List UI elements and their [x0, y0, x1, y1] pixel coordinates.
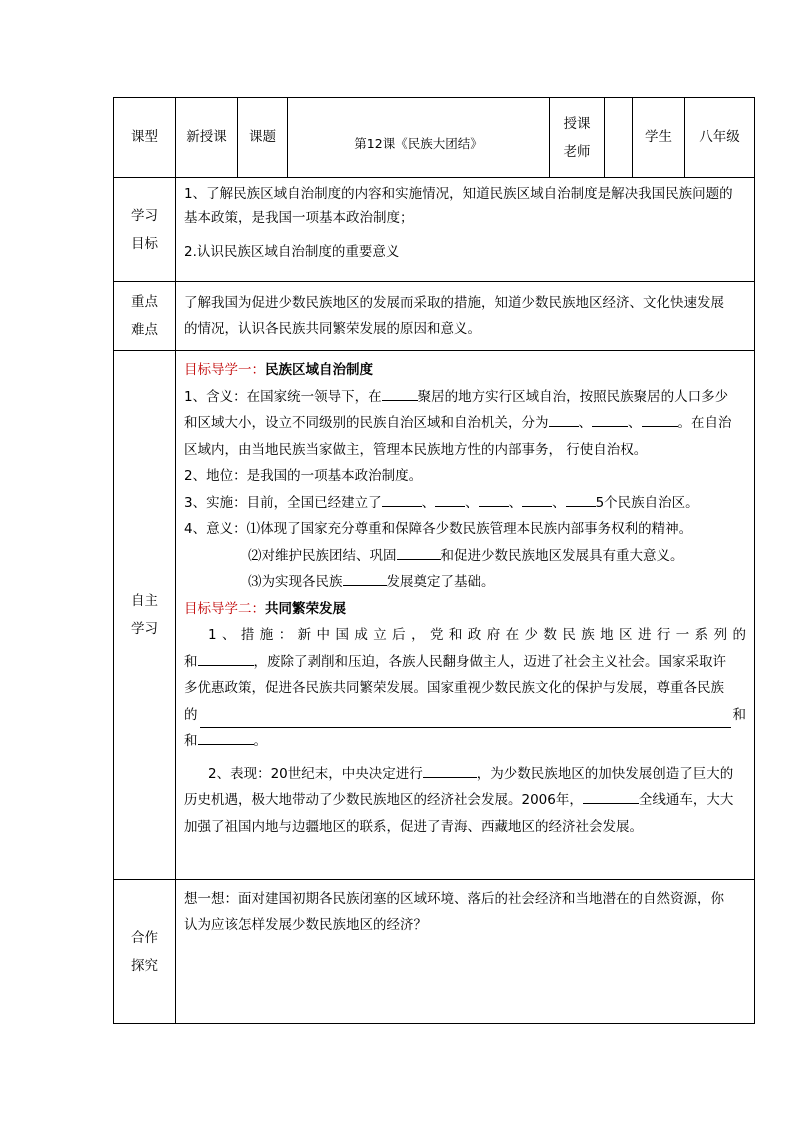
meaning-line3: 区域内，由当地民族当家做主，管理本民族地方性的内部事务， 行使自治权。 — [184, 441, 648, 458]
measures-line3: 多优惠政策，促进各民族共同繁荣发展。国家重视少数民族文化的保护与发展，尊重各民族 — [184, 680, 724, 696]
self-study-label-line1: 自主 — [131, 593, 158, 609]
key-points-label — [114, 282, 176, 351]
teacher-label — [550, 98, 605, 178]
self-study-label — [114, 351, 176, 880]
blank[interactable] — [522, 490, 552, 507]
text: 和区域大小，设立不同级别的民族自治区域和自治机关，分为 — [184, 415, 549, 431]
significance-line2 — [184, 543, 746, 570]
text: 、 — [578, 415, 592, 431]
key-points-label-line2: 难点 — [131, 322, 158, 338]
type-label: 课型 — [114, 98, 176, 178]
text: 全线通车，大大 — [638, 792, 734, 808]
text: ⑵对维护民族团结、巩固 — [248, 547, 397, 564]
text: 历史机遇，极大地带动了少数民族地区的经济社会发展。2006年， — [184, 792, 583, 808]
blank[interactable] — [642, 410, 678, 427]
blank[interactable] — [382, 384, 418, 401]
cooperation-line2: 认为应该怎样发展少数民族地区的经济？ — [184, 917, 427, 933]
header-row — [114, 98, 755, 178]
text: 5个民族自治区。 — [595, 494, 699, 511]
text: 、 — [552, 494, 566, 511]
text: 和 — [184, 733, 198, 749]
blank[interactable] — [592, 410, 628, 427]
blank[interactable] — [200, 711, 731, 728]
topic-label: 课题 — [238, 98, 288, 178]
guide-2-prefix: 目标导学二： — [184, 600, 265, 617]
self-study-label-line2: 学习 — [131, 621, 158, 637]
text: ，为少数民族地区的加快发展创造了巨大的 — [476, 765, 734, 782]
guide-1-title: 民族区域自治制度 — [265, 362, 373, 378]
lesson-plan-table — [113, 97, 755, 1024]
text: 、 — [421, 494, 436, 511]
cooperation-row — [114, 880, 755, 1024]
text: 发展奠定了基础。 — [386, 574, 495, 590]
objective-2: 2.认识民族区域自治制度的重要意义 — [184, 244, 400, 260]
blank[interactable] — [382, 490, 422, 507]
self-study-content — [176, 351, 755, 880]
blank[interactable] — [583, 787, 639, 804]
text: 和 — [184, 653, 198, 670]
meaning-line2 — [184, 410, 746, 437]
text: 、 — [465, 494, 479, 511]
blank[interactable] — [435, 490, 465, 507]
text: 、 — [628, 415, 642, 431]
guide-2-heading — [184, 596, 746, 623]
performance-line3: 加强了祖国内地与边疆地区的联系，促进了青海、西藏地区的经济社会发展。 — [184, 818, 643, 835]
objectives-label — [114, 178, 176, 282]
objectives-row — [114, 178, 755, 282]
teacher-label-line2: 老师 — [563, 143, 591, 160]
blank[interactable] — [423, 761, 477, 778]
blank[interactable] — [198, 649, 254, 666]
self-study-row — [114, 351, 755, 880]
meaning-line1 — [184, 384, 746, 411]
objectives-content — [176, 178, 755, 282]
text: 、 — [508, 494, 523, 511]
measures-line4 — [184, 702, 746, 729]
implementation-line — [184, 490, 746, 517]
teacher-value — [605, 98, 633, 178]
text: 。 — [253, 733, 267, 749]
cooperation-content — [176, 880, 755, 1024]
student-value: 八年级 — [685, 98, 755, 178]
key-points-row — [114, 282, 755, 351]
blank[interactable] — [479, 490, 509, 507]
text: 1、含义：在国家统一领导下，在 — [184, 388, 382, 405]
text: 聚居的地方实行区域自治，按照民族聚居的人口多少 — [417, 388, 729, 405]
guide-1-prefix: 目标导学一： — [184, 362, 265, 378]
type-value: 新授课 — [176, 98, 238, 178]
teacher-label-line1: 授课 — [563, 115, 591, 132]
objectives-label-line1: 学习 — [131, 207, 158, 224]
measures-line2 — [184, 649, 746, 676]
performance-line1 — [184, 761, 746, 788]
cooperation-line1: 想一想：面对建国初期各民族闭塞的区域环境、落后的社会经济和当地潜在的自然资源，你 — [184, 891, 724, 907]
cooperation-label-line1: 合作 — [131, 929, 158, 946]
measures-line1: 1、措施：新中国成立后，党和政府在少数民族地区进行一系列的 — [208, 627, 746, 643]
key-points-line1: 了解我国为促进少数民族地区的发展而采取的措施，知道少数民族地区经济、文化快速发展 — [184, 295, 724, 311]
cooperation-label — [114, 880, 176, 1024]
key-points-label-line1: 重点 — [131, 294, 158, 310]
blank[interactable] — [549, 410, 579, 427]
text: 和促进少数民族地区发展具有重大意义。 — [440, 547, 684, 564]
objectives-label-line2: 目标 — [131, 235, 158, 252]
guide-1-heading — [184, 357, 746, 384]
objective-1-line1: 1、了解民族区域自治制度的内容和实施情况，知道民族区域自治制度是解决我国民族问题的 — [184, 186, 733, 202]
objective-1-line2: 基本政策，是我国一项基本政治制度； — [184, 210, 414, 226]
key-points-content — [176, 282, 755, 351]
measures-line5 — [184, 728, 746, 755]
significance-line3 — [184, 569, 746, 596]
significance-line1: 4、意义：⑴体现了国家充分尊重和保障各少数民族管理本民族内部事务权利的精神。 — [184, 521, 693, 537]
text: 的 — [184, 706, 198, 723]
text: ⑶为实现各民族 — [248, 574, 343, 590]
text: 3、实施：目前，全国已经建立了 — [184, 494, 382, 511]
text: 2、表现：20世纪末，中央决定进行 — [208, 765, 423, 782]
text: 。在自治 — [677, 415, 732, 431]
status-line: 2、地位：是我国的一项基本政治制度。 — [184, 468, 423, 484]
blank[interactable] — [343, 569, 387, 586]
text: 和 — [732, 706, 746, 723]
key-points-line2: 的情况，认识各民族共同繁荣发展的原因和意义。 — [184, 321, 481, 337]
topic-value: 第12课《民族大团结》 — [288, 98, 550, 178]
guide-2-title: 共同繁荣发展 — [265, 600, 346, 617]
blank[interactable] — [566, 490, 596, 507]
blank[interactable] — [397, 543, 441, 560]
text: ，废除了剥削和压迫，各族人民翻身做主人，迈进了社会主义社会。国家采取许 — [253, 653, 726, 670]
cooperation-label-line2: 探究 — [131, 957, 158, 974]
student-label: 学生 — [633, 98, 685, 178]
blank[interactable] — [198, 728, 254, 745]
performance-line2 — [184, 787, 746, 814]
